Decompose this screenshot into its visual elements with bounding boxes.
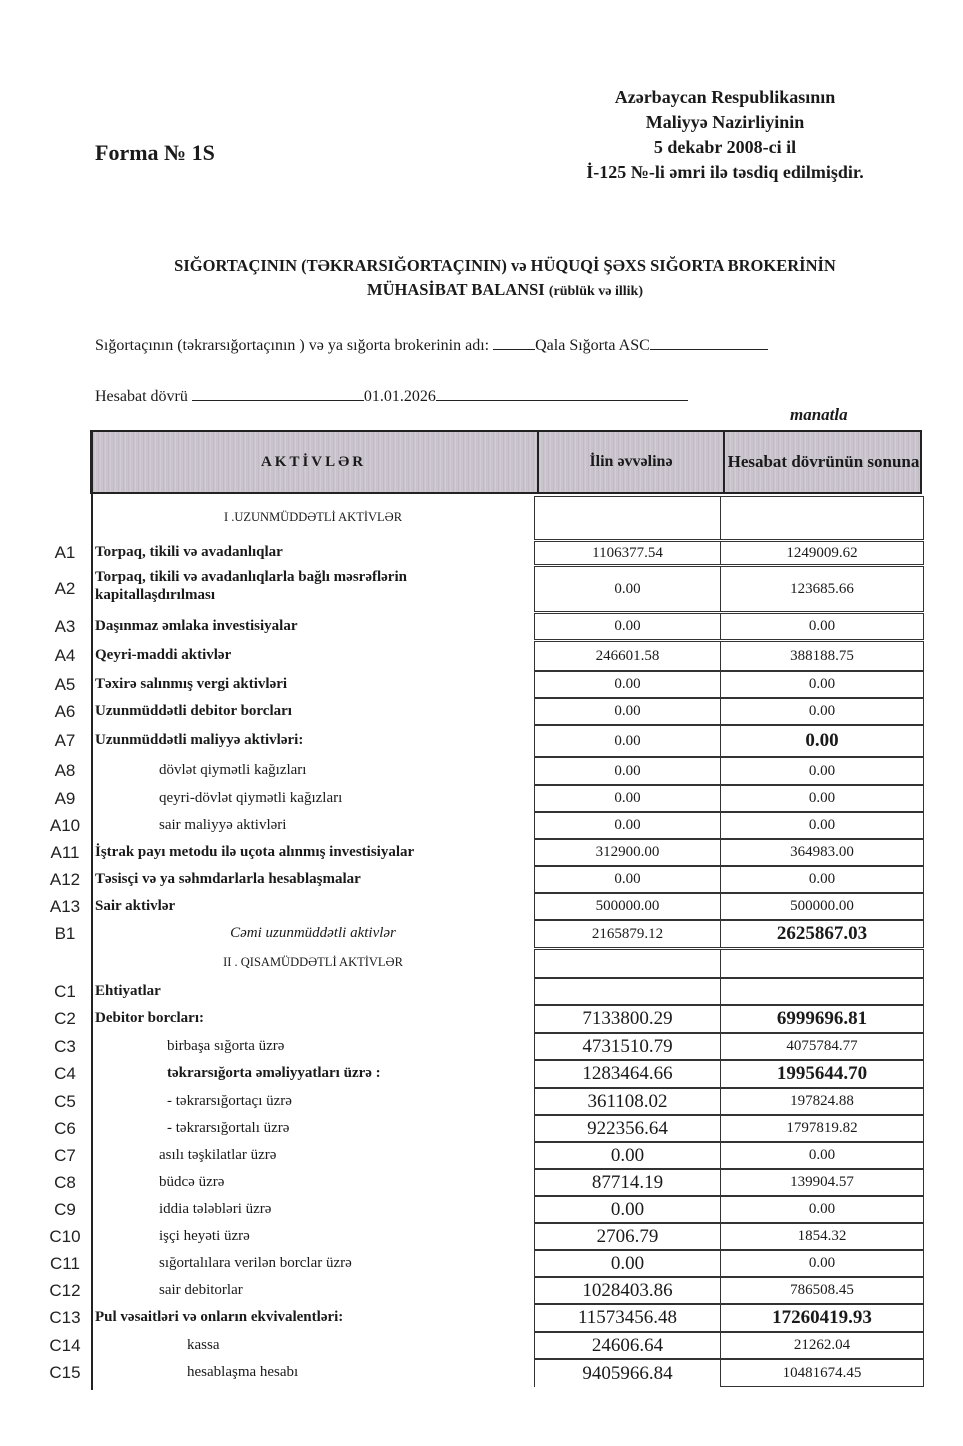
table-row: [93, 725, 922, 757]
table-row: [93, 613, 922, 640]
approval-block: [560, 85, 890, 185]
value-end-of-period: 2625867.03: [720, 920, 924, 948]
value-start-of-year: 0.00: [534, 757, 721, 785]
row-label: - təkrarsığortaçı üzrə: [167, 1092, 292, 1109]
value-end-of-period: 786508.45: [720, 1277, 924, 1304]
form-number: Forma № 1S: [95, 140, 215, 165]
row-code: C12: [49, 1280, 81, 1300]
row-code: A10: [49, 815, 81, 835]
row-code: C9: [54, 1199, 76, 1219]
row-code: A3: [54, 616, 76, 636]
value-start-of-year: 4731510.79: [534, 1033, 721, 1060]
row-label: Torpaq, tikili və avadanlıqlar: [95, 544, 283, 560]
row-label: qeyri-dövlət qiymətli kağızları: [159, 789, 343, 806]
company-name-label: Sığortaçının (təkrarsığortaçının ) və ya sığorta brokerinin adı:: [95, 337, 490, 354]
row-code: C1: [54, 981, 76, 1001]
report-period-value: 01.01.2026: [363, 388, 436, 405]
value-start-of-year: 0.00: [534, 1196, 721, 1223]
value-end-of-period: 6999696.81: [720, 1005, 924, 1033]
row-label: Uzunmüddətli debitor borcları: [95, 702, 292, 719]
row-label: Uzunmüddətli maliyyə aktivləri:: [95, 732, 304, 748]
value-start-of-year: 0.00: [534, 1250, 721, 1277]
table-row: [93, 893, 922, 920]
table-row: [93, 839, 922, 866]
row-code: C7: [54, 1145, 76, 1165]
value-end-of-period: 0.00: [720, 757, 924, 785]
row-label: birbaşa sığorta üzrə: [167, 1037, 285, 1054]
value-end-of-period: 388188.75: [720, 641, 924, 671]
value-end-of-period: 123685.66: [720, 566, 924, 612]
row-label: Pul vəsaitləri və onların ekvivalentləri:: [95, 1309, 344, 1325]
row-label: asılı təşkilatlar üzrə: [159, 1146, 277, 1163]
value-start-of-year: 87714.19: [534, 1169, 721, 1196]
table-row: [93, 1359, 922, 1387]
row-label: sair debitorlar: [159, 1281, 243, 1298]
value-end-of-period: 0.00: [720, 671, 924, 698]
value-end-of-period: 17260419.93: [720, 1304, 924, 1332]
value-start-of-year: 1283464.66: [534, 1060, 721, 1088]
row-label: hesablaşma hesabı: [187, 1364, 299, 1380]
value-start-of-year: 312900.00: [534, 839, 721, 866]
table-row: [93, 1033, 922, 1060]
value-start-of-year: 500000.00: [534, 893, 721, 920]
row-code: A13: [49, 896, 81, 916]
table-row: [93, 1088, 922, 1115]
value-end-of-period: 1995644.70: [720, 1060, 924, 1088]
table-row: [93, 1223, 922, 1250]
row-code: C14: [49, 1335, 81, 1355]
row-label: Debitor borcları:: [95, 1010, 205, 1026]
row-code: C6: [54, 1118, 76, 1138]
title-main: MÜHASİBAT BALANSI: [367, 280, 545, 299]
table-row: [93, 671, 922, 698]
value-end-of-period: 0.00: [720, 812, 924, 839]
value-end-of-period: 0.00: [720, 866, 924, 893]
company-name-value: Qala Sığorta ASC: [535, 337, 650, 354]
value-end-of-period: [720, 496, 924, 540]
row-label: Qeyri-maddi aktivlər: [95, 647, 232, 663]
title-line-1: SIĞORTAÇININ (TƏKRARSIĞORTAÇININ) və HÜQUQİ ŞƏXS SIĞORTA BROKERİNİN: [174, 256, 836, 275]
row-code: C5: [54, 1091, 76, 1111]
value-start-of-year: [534, 496, 721, 540]
row-label: sığortalılara verilən borclar üzrə: [159, 1254, 352, 1271]
value-start-of-year: 0.00: [534, 566, 721, 612]
underline: [436, 384, 688, 401]
row-label: Təsisçi və ya səhmdarlarla hesablaşmalar: [95, 870, 361, 887]
header-start-of-year: İlin əvvəlinə: [537, 432, 723, 492]
row-label: təkrarsığorta əməliyyatları üzrə :: [167, 1065, 381, 1081]
value-start-of-year: 0.00: [534, 785, 721, 812]
value-end-of-period: 0.00: [720, 1250, 924, 1277]
value-end-of-period: 0.00: [720, 725, 924, 757]
title-sub: (rüblük və illik): [548, 284, 643, 299]
row-label: - təkrarsığortalı üzrə: [167, 1119, 290, 1136]
row-code: C4: [54, 1064, 76, 1083]
row-label: İştrak payı metodu ilə uçota alınmış investisiyalar: [95, 843, 415, 860]
row-label: Ehtiyatlar: [95, 982, 161, 999]
underline: [650, 333, 768, 350]
value-end-of-period: 1249009.62: [720, 541, 924, 565]
value-end-of-period: 500000.00: [720, 893, 924, 920]
table-row: [93, 920, 922, 948]
row-code: C11: [50, 1253, 80, 1273]
row-code: C2: [54, 1009, 76, 1028]
row-code: C10: [49, 1226, 81, 1246]
value-start-of-year: 9405966.84: [534, 1359, 721, 1387]
table-row: [93, 1250, 922, 1277]
table-row: [93, 566, 922, 612]
value-start-of-year: 7133800.29: [534, 1005, 721, 1033]
table-header: [90, 430, 922, 494]
table-row: [93, 541, 922, 565]
row-code: C8: [54, 1172, 76, 1192]
row-label: Torpaq, tikili və avadanlıqlarla bağlı məsrəflərin kapitallaşdırılması: [95, 569, 407, 603]
approval-line: İ-125 №-li əmri ilə təsdiq edilmişdir.: [586, 162, 864, 182]
value-end-of-period: 21262.04: [720, 1332, 924, 1359]
table-row: [93, 866, 922, 893]
value-start-of-year: 0.00: [534, 1142, 721, 1169]
value-start-of-year: 246601.58: [534, 641, 721, 671]
value-start-of-year: 0.00: [534, 725, 721, 757]
value-start-of-year: 1028403.86: [534, 1277, 721, 1304]
value-start-of-year: 24606.64: [534, 1332, 721, 1359]
row-label: kassa: [187, 1336, 220, 1353]
row-code: A6: [54, 701, 76, 721]
table-row: [93, 1304, 922, 1332]
value-end-of-period: 0.00: [720, 698, 924, 725]
table-row: [93, 812, 922, 839]
value-end-of-period: 0.00: [720, 785, 924, 812]
row-code: B1: [54, 924, 76, 943]
value-end-of-period: 0.00: [720, 1142, 924, 1169]
row-code: C15: [49, 1363, 81, 1382]
row-code: A9: [54, 788, 76, 808]
row-code: A1: [54, 543, 76, 562]
value-start-of-year: 0.00: [534, 812, 721, 839]
table-row: [93, 1169, 922, 1196]
row-code: A4: [54, 646, 76, 665]
table-row: [93, 1142, 922, 1169]
value-end-of-period: 1797819.82: [720, 1115, 924, 1142]
header-assets: AKTİVLƏR: [260, 453, 367, 470]
table-row: [93, 1277, 922, 1304]
row-code: A8: [54, 761, 76, 780]
row-label: Təxirə salınmış vergi aktivləri: [95, 675, 288, 692]
row-code: A12: [49, 869, 81, 889]
value-end-of-period: 139904.57: [720, 1169, 924, 1196]
value-end-of-period: 0.00: [720, 613, 924, 640]
value-start-of-year: 0.00: [534, 671, 721, 698]
approval-line: Maliyyə Nazirliyinin: [645, 112, 805, 132]
table-row: [93, 1060, 922, 1088]
underline: [192, 384, 364, 401]
value-end-of-period: 10481674.45: [720, 1359, 924, 1387]
approval-line: Azərbaycan Respublikasının: [614, 87, 836, 107]
value-end-of-period: 197824.88: [720, 1088, 924, 1115]
row-label: II . QISAMÜDDƏTLİ AKTİVLƏR: [223, 954, 403, 969]
row-code: A11: [50, 842, 80, 862]
title-line-2: [90, 278, 920, 304]
row-code: C13: [49, 1308, 81, 1327]
row-label: iddia tələbləri üzrə: [159, 1200, 272, 1217]
row-label: Cəmi uzunmüddətli aktivlər: [230, 925, 396, 941]
table-row: [93, 698, 922, 725]
table-row: [93, 1332, 922, 1359]
row-code: C3: [54, 1036, 76, 1056]
table-row: [93, 1005, 922, 1033]
table-row: [93, 1196, 922, 1223]
value-start-of-year: 922356.64: [534, 1115, 721, 1142]
company-name-field: [95, 333, 768, 355]
table-row: [93, 641, 922, 671]
row-label: işçi heyəti üzrə: [159, 1227, 250, 1244]
underline: [493, 333, 535, 350]
row-label: Daşınmaz əmlaka investisiyalar: [95, 617, 298, 634]
table-row: [93, 1115, 922, 1142]
value-start-of-year: 0.00: [534, 866, 721, 893]
row-code: A5: [54, 674, 76, 694]
report-period-field: [95, 384, 688, 406]
value-end-of-period: 4075784.77: [720, 1033, 924, 1060]
value-end-of-period: 364983.00: [720, 839, 924, 866]
value-start-of-year: [534, 978, 721, 1005]
value-start-of-year: 1106377.54: [534, 541, 721, 565]
approval-line: 5 dekabr 2008-ci il: [653, 137, 797, 157]
value-end-of-period: [720, 978, 924, 1005]
table-row: [93, 757, 922, 785]
value-start-of-year: 0.00: [534, 698, 721, 725]
row-label: sair maliyyə aktivləri: [159, 816, 287, 833]
value-end-of-period: 0.00: [720, 1196, 924, 1223]
value-end-of-period: [720, 949, 924, 978]
value-start-of-year: 2706.79: [534, 1223, 721, 1250]
row-label: Sair aktivlər: [95, 897, 176, 914]
value-start-of-year: 0.00: [534, 613, 721, 640]
header-end-of-period: Hesabat dövrünün sonuna: [723, 432, 922, 492]
document-title: [90, 254, 920, 304]
row-code: A7: [54, 731, 76, 750]
value-start-of-year: [534, 949, 721, 978]
table-row: [93, 949, 922, 978]
row-label: I .UZUNMÜDDƏTLİ AKTİVLƏR: [223, 510, 403, 524]
report-period-label: Hesabat dövrü: [95, 388, 188, 405]
value-start-of-year: 2165879.12: [534, 920, 721, 948]
value-end-of-period: 1854.32: [720, 1223, 924, 1250]
currency-unit: manatla: [790, 405, 848, 424]
value-start-of-year: 361108.02: [534, 1088, 721, 1115]
table-row: [93, 496, 922, 540]
row-label: büdcə üzrə: [159, 1173, 225, 1190]
row-label: dövlət qiymətli kağızları: [159, 762, 307, 778]
table-row: [93, 785, 922, 812]
value-start-of-year: 11573456.48: [534, 1304, 721, 1332]
table-row: [93, 978, 922, 1005]
row-code: A2: [54, 579, 76, 598]
